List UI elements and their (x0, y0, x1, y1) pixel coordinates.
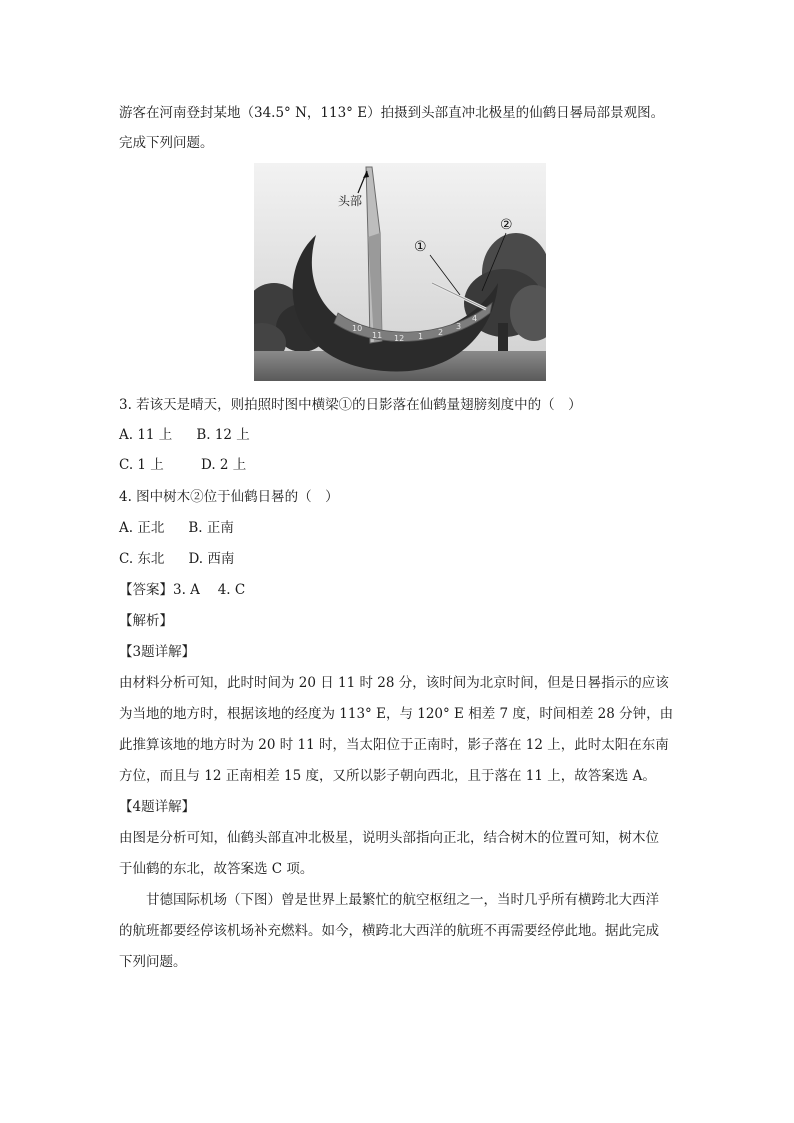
next-intro-line-3: 下列问题。 (119, 954, 187, 970)
dial-number-1: 1 (418, 332, 424, 341)
q3-detail-line-3: 此推算该地的地方时为 20 时 11 时，当太阳位于正南时，影子落在 12 上，此时太阳在东南 (119, 737, 669, 753)
q4-option-a[interactable]: A. 正北 (119, 520, 165, 536)
q3-option-a[interactable]: A. 11 上 (119, 427, 173, 443)
q4-option-c[interactable]: C. 东北 (119, 551, 165, 567)
q4-options-row-1 (119, 518, 234, 538)
answer-line: 【答案】3. A 4. C (119, 582, 246, 598)
dial-number-4: 4 (472, 314, 478, 323)
q3-option-d[interactable]: D. 2 上 (201, 457, 247, 473)
q3-detail-title: 【3题详解】 (119, 644, 196, 660)
q4-detail-line-2: 于仙鹤的东北，故答案选 C 项。 (119, 861, 314, 877)
q3-detail-line-1: 由材料分析可知，此时时间为 20 日 11 时 28 分，该时间为北京时间，但是日晷指示的应该 (119, 675, 669, 691)
q3-options-row-1 (119, 425, 250, 445)
q3-options-row-2 (119, 455, 246, 475)
label-2: ② (500, 217, 513, 233)
intro-line-2: 完成下列问题。 (119, 135, 214, 151)
q3-option-b[interactable]: B. 12 上 (196, 427, 250, 443)
dial-number-12: 12 (394, 334, 405, 343)
q4-detail-title: 【4题详解】 (119, 799, 196, 815)
q4-option-b[interactable]: B. 正南 (188, 520, 234, 536)
dial-number-3: 3 (456, 322, 462, 331)
next-intro-line-2: 的航班都要经停该机场补充燃料。如今，横跨北大西洋的航班不再需要经停此地。据此完成 (119, 923, 659, 939)
dial-number-11: 11 (372, 331, 383, 340)
label-1: ① (414, 239, 427, 255)
q4-option-d[interactable]: D. 西南 (188, 551, 235, 567)
q3-detail-line-2: 为当地的地方时，根据该地的经度为 113° E，与 120° E 相差 7 度，时间相差 28 分钟，由 (119, 706, 674, 722)
q3-option-c[interactable]: C. 1 上 (119, 457, 164, 473)
q4-stem: 4. 图中树木②位于仙鹤日晷的（ ） (119, 489, 339, 505)
q4-options-row-2 (119, 549, 234, 569)
q3-detail-line-4: 方位，而且与 12 正南相差 15 度，又所以影子朝向西北，且于落在 11 上，故答案选 A。 (119, 768, 656, 784)
next-intro-line-1: 甘德国际机场（下图）曾是世界上最繁忙的航空枢纽之一，当时几乎所有横跨北大西洋 (146, 892, 659, 908)
intro-line-1: 游客在河南登封某地（34.5° N，113° E）拍摄到头部直冲北极星的仙鹤日晷局部景观图。 (119, 105, 665, 121)
label-head: 头部 (338, 194, 363, 208)
q3-stem: 3. 若该天是晴天，则拍照时图中横梁①的日影落在仙鹤量翅膀刻度中的（ ） (119, 397, 582, 413)
dial-number-10: 10 (352, 324, 363, 333)
q4-detail-line-1: 由图是分析可知，仙鹤头部直冲北极星，说明头部指向正北，结合树木的位置可知，树木位 (119, 830, 659, 846)
dial-number-2: 2 (438, 328, 444, 337)
analysis-title: 【解析】 (119, 613, 173, 629)
sundial-photo (254, 163, 546, 381)
